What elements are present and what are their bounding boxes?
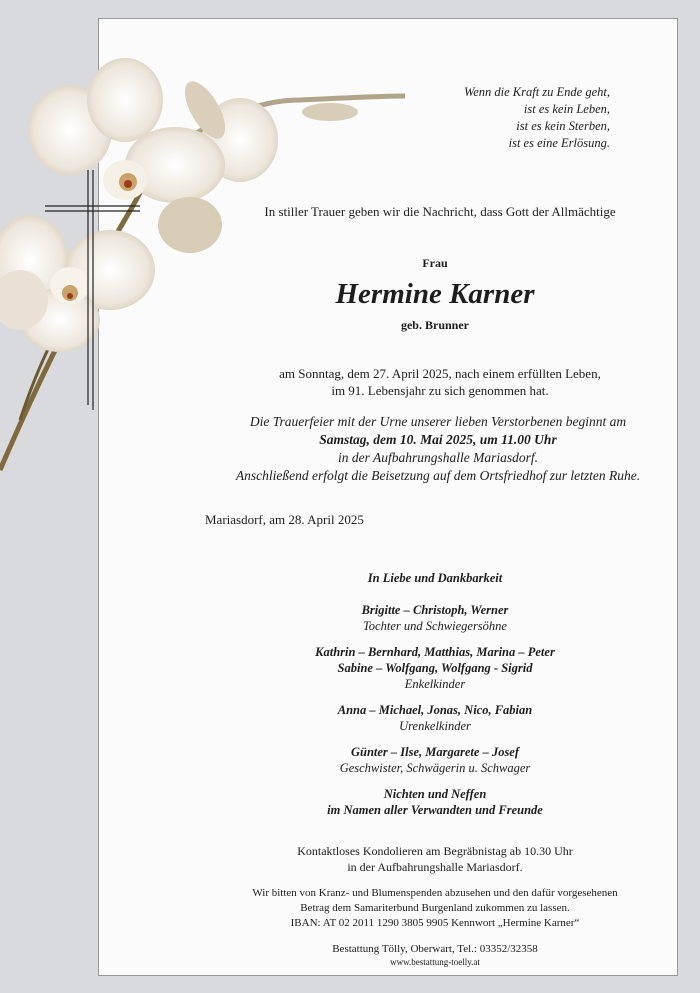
ceremony-info bbox=[208, 413, 668, 485]
family-names: Günter – Ilse, Margarete – Josef bbox=[350, 745, 520, 759]
poem-line: ist es kein Sterben, bbox=[516, 119, 610, 133]
request-line: Betrag dem Samariterbund Burgenland zukommen zu lassen. bbox=[300, 902, 570, 914]
intro-text: In stiller Trauer geben wir die Nachricht, dass Gott der Allmächtige bbox=[264, 204, 616, 219]
death-line: am Sonntag, dem 27. April 2025, nach einem erfüllten Leben, bbox=[279, 366, 601, 381]
family-group bbox=[240, 602, 630, 634]
ceremony-line: in der Aufbahrungshalle Mariasdorf. bbox=[337, 450, 538, 465]
family-group bbox=[240, 644, 630, 692]
family-names: Anna – Michael, Jonas, Nico, Fabian bbox=[337, 703, 533, 717]
poem-line: Wenn die Kraft zu Ende geht, bbox=[463, 85, 610, 99]
family-names: Kathrin – Bernhard, Matthias, Marina – Peter bbox=[315, 645, 555, 659]
request-line: IBAN: AT 02 2011 1290 3805 9905 Kennwort „Hermine Karner“ bbox=[290, 917, 580, 929]
condolence-line: Kontaktloses Kondolieren am Begräbnistag ab 10.30 Uhr bbox=[297, 844, 573, 858]
footer bbox=[240, 943, 630, 969]
request-line: Wir bitten von Kranz- und Blumenspenden abzusehen und den dafür vorgesehenen bbox=[252, 887, 618, 899]
family-relation: Geschwister, Schwägerin u. Schwager bbox=[339, 761, 531, 775]
ceremony-line: Anschließend erfolgt die Beisetzung auf dem Ortsfriedhof zur letzten Ruhe. bbox=[235, 468, 641, 483]
ceremony-line: Die Trauerfeier mit der Urne unserer lieben Verstorbenen beginnt am bbox=[249, 414, 627, 429]
poem-line: ist es kein Leben, bbox=[523, 102, 610, 116]
family-names: Nichten und Neffen bbox=[383, 787, 487, 801]
death-line: im 91. Lebensjahr zu sich genommen hat. bbox=[331, 383, 549, 398]
death-notice bbox=[240, 365, 640, 399]
family-heading: In Liebe und Dankbarkeit bbox=[367, 571, 503, 585]
family-relation: Enkelkinder bbox=[404, 677, 466, 691]
family-names: im Namen aller Verwandten und Freunde bbox=[327, 803, 543, 817]
family-names: Sabine – Wolfgang, Wolfgang - Sigrid bbox=[337, 661, 533, 675]
deceased-name: Hermine Karner bbox=[335, 278, 535, 310]
salutation: Frau bbox=[422, 256, 448, 270]
family-group bbox=[240, 702, 630, 734]
ceremony-date: Samstag, dem 10. Mai 2025, um 11.00 Uhr bbox=[319, 432, 557, 447]
family-relation: Tochter und Schwiegersöhne bbox=[363, 619, 507, 633]
undertaker: Bestattung Tölly, Oberwart, Tel.: 03352/32358 bbox=[332, 943, 538, 955]
donation-request bbox=[200, 886, 670, 931]
condolence-line: in der Aufbahrungshalle Mariasdorf. bbox=[347, 860, 523, 874]
family-group bbox=[240, 786, 630, 818]
family-relation: Urenkelkinder bbox=[399, 719, 471, 733]
condolence-info bbox=[240, 843, 630, 875]
website-link[interactable]: www.bestattung-toelly.at bbox=[390, 957, 480, 967]
poem bbox=[410, 84, 610, 152]
maiden-name: geb. Brunner bbox=[400, 318, 469, 332]
place-date: Mariasdorf, am 28. April 2025 bbox=[205, 512, 364, 527]
family-group bbox=[240, 744, 630, 776]
family-names: Brigitte – Christoph, Werner bbox=[361, 603, 509, 617]
poem-line: ist es eine Erlösung. bbox=[508, 136, 610, 150]
